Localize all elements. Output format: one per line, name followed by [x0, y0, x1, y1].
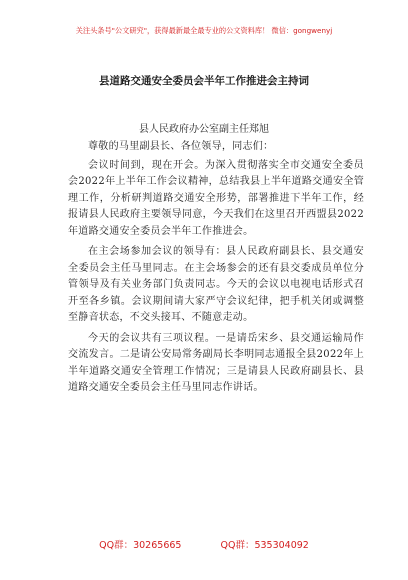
paragraph-agenda: 今天的会议共有三项议程。一是请岳宋乡、县交通运输局作交流发言。二是请公安局常务副局长李明同志通报全县2022年上半年道路交通安全管理工作情况；三是请县人民政府副县长、县道路交通安全委员会主任马里同志作讲话。: [68, 332, 364, 393]
document-title: 县道路交通安全委员会半年工作推进会主持词: [99, 75, 309, 87]
paragraph-opening: 会议时间到，现在开会。为深入贯彻落实全市交通安全委员会2022年上半年工作会议精神，总结我县上半年道路交通安全管理工作，分析研判道路交通安全形势，部署推进下半年工作，经报请县人民政府主要领导同意，今天我们在这里召开西盟县2022年道路交通安全委员会半年工作推进会。: [68, 159, 364, 237]
top-banner: 关注头条号"公文研究"，获得最新最全最专业的公文资料库！ 微信：gongwenyj: [75, 26, 333, 35]
footer: [0, 537, 408, 551]
document-author: 县人民政府办公室副主任郑旭: [139, 124, 269, 135]
paragraph-attendees: 在主会场参加会议的领导有：县人民政府副县长、县交通安全委员会主任马里同志。在主会场参会的还有县交委成员单位分管领导及有关业务部门负责同志。今天的会议以电视电话形式召开至各乡镇。会议期间请大家严守会议纪律，把手机关闭或调整至静音状态，不交头接耳、不随意走动。: [68, 246, 364, 323]
footer-qq-group-1: QQ群：30265665: [99, 540, 182, 551]
document-body: [68, 139, 364, 401]
salutation: 尊敬的马里副县长、各位领导，同志们：: [88, 141, 274, 152]
footer-qq-group-2: QQ群：535304092: [220, 540, 309, 551]
